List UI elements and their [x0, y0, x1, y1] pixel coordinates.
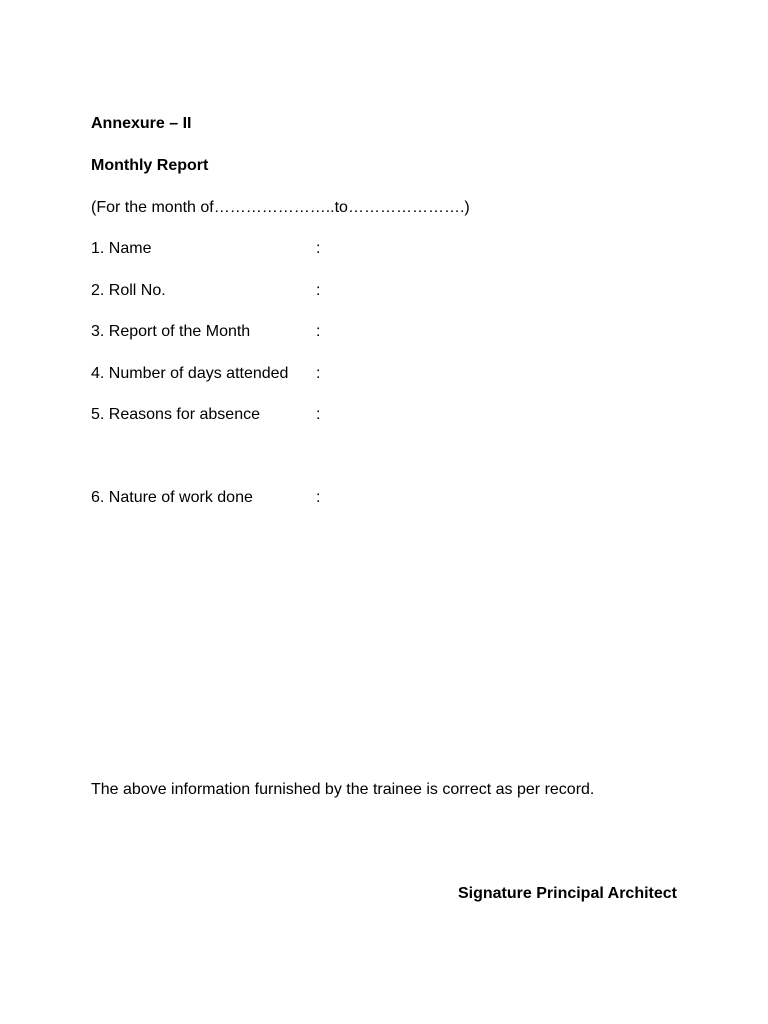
field-separator: :: [316, 282, 321, 299]
field-label: 3. Report of the Month: [91, 323, 251, 340]
field-label: 4. Number of days attended: [91, 365, 289, 382]
field-separator: :: [316, 406, 321, 423]
field-separator: :: [316, 489, 321, 506]
annexure-title: Annexure – II: [91, 115, 192, 132]
report-title: Monthly Report: [91, 157, 209, 174]
field-label: 2. Roll No.: [91, 282, 166, 299]
certification-statement: The above information furnished by the trainee is correct as per record.: [91, 781, 595, 798]
field-separator: :: [316, 365, 321, 382]
field-separator: :: [316, 240, 321, 257]
signature-label: Signature Principal Architect: [457, 885, 677, 902]
field-label: 1. Name: [91, 240, 152, 257]
field-separator: :: [316, 323, 321, 340]
field-label: 6. Nature of work done: [91, 489, 253, 506]
field-label: 5. Reasons for absence: [91, 406, 260, 423]
period-line: (For the month of…………………..to………………….): [91, 199, 470, 216]
